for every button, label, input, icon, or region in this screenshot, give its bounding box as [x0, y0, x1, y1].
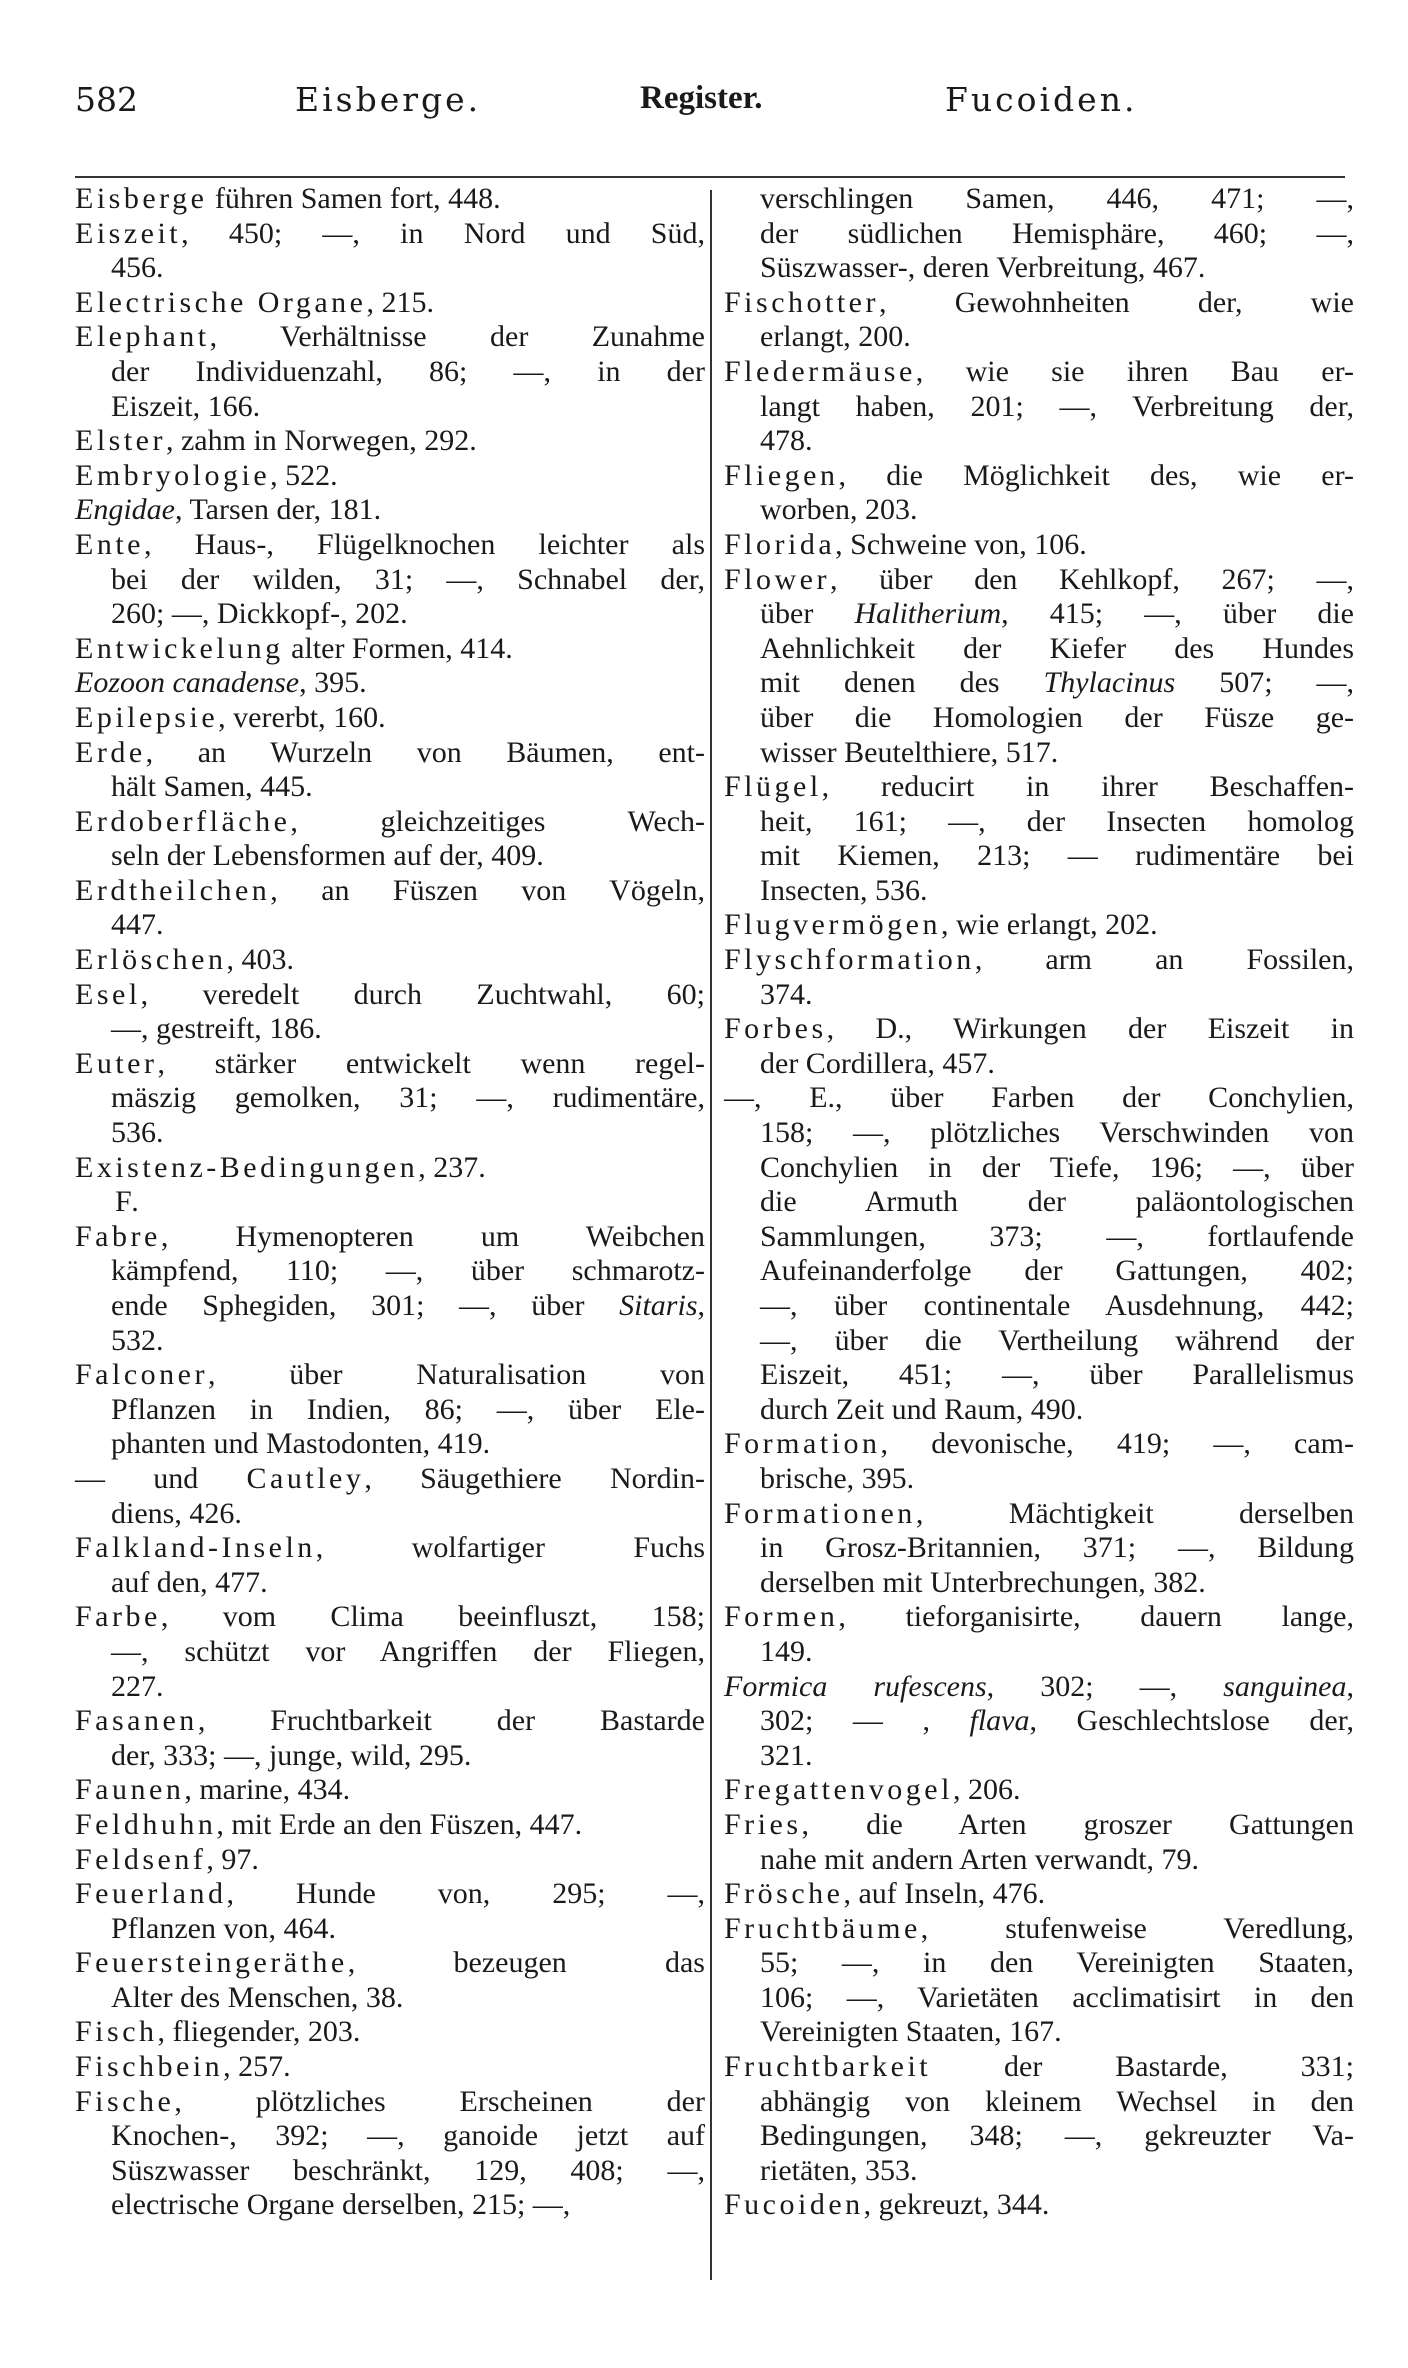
- index-entry: [724, 770, 1354, 908]
- entry-headword: Flyschformation: [724, 943, 975, 977]
- entry-line: Elster, zahm in Norwegen, 292.: [75, 424, 477, 458]
- entry-line: Fabre, Hymenopteren um Weibchen: [75, 1219, 705, 1253]
- entry-headword: Frösche: [724, 1877, 844, 1911]
- entry-line: Eiszeit, 450; —, in Nord und Süd,: [75, 216, 705, 250]
- entry-line: 302; — , flava, Geschlechtslose der,: [760, 1704, 1354, 1738]
- index-entry: [724, 1600, 1354, 1669]
- running-head-right: Fucoiden.: [945, 80, 1138, 119]
- entry-headword: Embryologie: [75, 458, 271, 492]
- italic-term: Engidae: [75, 493, 175, 527]
- entry-line: Erdoberfläche, gleichzeitiges Wech-: [75, 804, 705, 838]
- entry-line: Existenz-Bedingungen, 237.: [75, 1150, 486, 1184]
- entry-line: Faunen, marine, 434.: [75, 1773, 351, 1807]
- entry-line: der, 333; —, junge, wild, 295.: [111, 1738, 472, 1772]
- running-head-left: Eisberge.: [295, 80, 482, 119]
- entry-line: 536.: [111, 1116, 164, 1150]
- entry-line: seln der Lebensformen auf der, 409.: [111, 839, 544, 873]
- index-entry: [75, 1220, 705, 1358]
- entry-headword: Esel: [75, 977, 141, 1011]
- entry-line: —, gestreift, 186.: [111, 1012, 322, 1046]
- entry-line: Feuersteingeräthe, bezeugen das: [75, 1946, 705, 1980]
- entry-line: hält Samen, 445.: [111, 770, 313, 804]
- entry-line: Eiszeit, 166.: [111, 389, 261, 423]
- entry-headword: Entwickelung: [75, 631, 284, 665]
- index-entry: [75, 736, 705, 805]
- entry-line: durch Zeit und Raum, 490.: [760, 1392, 1084, 1426]
- italic-term: sanguinea: [1223, 1669, 1347, 1703]
- entry-headword: Fische: [75, 2084, 175, 2118]
- entry-line: Alter des Menschen, 38.: [111, 1980, 404, 2014]
- entry-line: Fregattenvogel, 206.: [724, 1773, 1021, 1807]
- index-entry: [75, 1358, 705, 1462]
- index-entry: [724, 355, 1354, 459]
- index-entry: [75, 666, 705, 701]
- entry-line: —, schützt vor Angriffen der Fliegen,: [111, 1634, 705, 1668]
- entry-line: Eiszeit, 451; —, über Parallelismus: [760, 1358, 1354, 1392]
- entry-line: der Individuenzahl, 86; —, in der: [111, 354, 705, 388]
- entry-headword: Fisch: [75, 2015, 158, 2049]
- entry-line: 532.: [111, 1323, 164, 1357]
- index-entry: [724, 1012, 1354, 1081]
- entry-line: 106; —, Varietäten acclimatisirt in den: [760, 1980, 1354, 2014]
- entry-line: Insecten, 536.: [760, 873, 928, 907]
- entry-line: erlangt, 200.: [760, 320, 911, 354]
- page-header: [75, 80, 1345, 130]
- entry-line: phanten und Mastodonten, 419.: [111, 1427, 491, 1461]
- index-entry: [75, 632, 705, 667]
- entry-line: Embryologie, 522.: [75, 458, 338, 492]
- entry-headword: Fischotter: [724, 285, 879, 319]
- entry-line: Flyschformation, arm an Fossilen,: [724, 943, 1354, 977]
- entry-line: mäszig gemolken, 31; —, rudimentäre,: [111, 1081, 705, 1115]
- entry-headword: Euter: [75, 1046, 158, 1080]
- entry-line: bei der wilden, 31; —, Schnabel der,: [111, 562, 705, 596]
- entry-line: Aehnlichkeit der Kiefer des Hundes: [760, 631, 1354, 665]
- entry-line: die Armuth der paläontologischen: [760, 1185, 1354, 1219]
- entry-headword: Forbes: [724, 1012, 827, 1046]
- entry-line: über Halitherium, 415; —, über die: [760, 597, 1354, 631]
- entry-headword: Fasanen: [75, 1704, 198, 1738]
- entry-line: Electrische Organe, 215.: [75, 285, 435, 319]
- entry-headword: Epilepsie: [75, 700, 219, 734]
- entry-line: Eozoon canadense, 395.: [75, 666, 367, 700]
- index-entry: [724, 1497, 1354, 1601]
- entry-line: brische, 395.: [760, 1461, 915, 1495]
- entry-headword: Fregattenvogel: [724, 1773, 953, 1807]
- entry-line: Frösche, auf Inseln, 476.: [724, 1877, 1046, 1911]
- entry-line: Fisch, fliegender, 203.: [75, 2015, 361, 2049]
- italic-term: Sitaris: [619, 1289, 698, 1322]
- italic-term: Formica rufescens: [724, 1669, 987, 1703]
- entry-headword: Formation: [724, 1427, 881, 1461]
- index-entry: [724, 2050, 1354, 2188]
- entry-headword: Cautley: [246, 1461, 365, 1495]
- entry-headword: Feuerland: [75, 1877, 227, 1911]
- entry-line: 260; —, Dickkopf-, 202.: [111, 597, 408, 631]
- index-entry: [75, 1946, 705, 2015]
- entry-line: Euter, stärker entwickelt wenn regel-: [75, 1046, 705, 1080]
- entry-headword: Falconer: [75, 1358, 208, 1392]
- entry-headword: Feldhuhn: [75, 1807, 217, 1841]
- entry-headword: Fruchtbarkeit: [724, 2050, 932, 2084]
- index-entry: [75, 493, 705, 528]
- entry-headword: Florida: [724, 527, 836, 561]
- entry-line: Vereinigten Staaten, 167.: [760, 2015, 1062, 2049]
- entry-line: Fischbein, 257.: [75, 2050, 291, 2084]
- entry-headword: Existenz-Bedingungen: [75, 1150, 419, 1184]
- entry-headword: Elster: [75, 424, 166, 458]
- entry-headword: Falkland-Inseln: [75, 1531, 316, 1565]
- entry-line: Entwickelung alter Formen, 414.: [75, 631, 513, 665]
- entry-line: langt haben, 201; —, Verbreitung der,: [760, 389, 1354, 423]
- left-column: [75, 182, 705, 2223]
- entry-line: — und Cautley, Säugethiere Nordin-: [75, 1461, 705, 1495]
- index-entry: [75, 2015, 705, 2050]
- entry-line: Florida, Schweine von, 106.: [724, 527, 1087, 561]
- index-entry: [75, 1843, 705, 1878]
- entry-line: Fries, die Arten groszer Gattungen: [724, 1807, 1354, 1841]
- entry-headword: Erde: [75, 735, 146, 769]
- index-entry: [75, 1808, 705, 1843]
- entry-line: Fruchtbarkeit der Bastarde, 331;: [724, 2050, 1354, 2084]
- index-entry: [724, 908, 1354, 943]
- entry-line: —, E., über Farben der Conchylien,: [724, 1081, 1354, 1115]
- entry-line: rietäten, 353.: [760, 2153, 918, 2187]
- entry-line: auf den, 477.: [111, 1565, 268, 1599]
- index-entry: [724, 1081, 1354, 1427]
- entry-line: 227.: [111, 1669, 164, 1703]
- italic-term: Thylacinus: [1043, 666, 1176, 700]
- entry-line: Feuerland, Hunde von, 295; —,: [75, 1877, 705, 1911]
- entry-line: Pflanzen von, 464.: [111, 1911, 336, 1945]
- entry-headword: Fucoiden: [724, 2188, 864, 2222]
- index-entry: [724, 1773, 1354, 1808]
- entry-line: Fischotter, Gewohnheiten der, wie: [724, 285, 1354, 319]
- entry-line: der südlichen Hemisphäre, 460; —,: [760, 216, 1354, 250]
- running-head-center: Register.: [640, 80, 763, 116]
- entry-headword: Feldsenf: [75, 1842, 207, 1876]
- entry-headword: Faunen: [75, 1773, 185, 1807]
- entry-line: Fliegen, die Möglichkeit des, wie er-: [724, 458, 1354, 492]
- entry-line: Fledermäuse, wie sie ihren Bau er-: [724, 354, 1354, 388]
- entry-line: heit, 161; —, der Insecten homolog: [760, 804, 1354, 838]
- entry-line: derselben mit Unterbrechungen, 382.: [760, 1565, 1206, 1599]
- entry-line: Fucoiden, gekreuzt, 344.: [724, 2188, 1050, 2222]
- index-entry: [75, 1151, 705, 1186]
- entry-headword: Fruchtbäume: [724, 1911, 921, 1945]
- index-entry: [724, 528, 1354, 563]
- index-entry: [75, 1600, 705, 1704]
- entry-line: Erde, an Wurzeln von Bäumen, ent-: [75, 735, 705, 769]
- entry-headword: Ente: [75, 527, 144, 561]
- entry-line: Feldsenf, 97.: [75, 1842, 259, 1876]
- entry-headword: Eisberge: [75, 182, 208, 215]
- entry-line: Ente, Haus-, Flügelknochen leichter als: [75, 527, 705, 561]
- entry-headword: Eiszeit: [75, 216, 182, 250]
- index-entry: [75, 424, 705, 459]
- index-entry: [75, 805, 705, 874]
- entry-line: Fasanen, Fruchtbarkeit der Bastarde: [75, 1704, 705, 1738]
- index-entry: [75, 1877, 705, 1946]
- index-entry: [724, 459, 1354, 528]
- entry-line: der Cordillera, 457.: [760, 1046, 995, 1080]
- entry-line: Epilepsie, vererbt, 160.: [75, 700, 386, 734]
- index-entry: [75, 459, 705, 494]
- index-entry: [75, 217, 705, 286]
- entry-headword: Erdtheilchen: [75, 873, 271, 907]
- index-entry: [75, 286, 705, 321]
- entry-line: —, über die Vertheilung während der: [760, 1323, 1354, 1357]
- index-entry: [75, 943, 705, 978]
- entry-line: Elephant, Verhältnisse der Zunahme: [75, 320, 705, 354]
- page-number: 582: [75, 80, 138, 119]
- entry-line: mit denen des Thylacinus 507; —,: [760, 666, 1354, 700]
- entry-line: Süszwasser-, deren Verbreitung, 467.: [760, 251, 1206, 285]
- index-entry: [75, 1704, 705, 1773]
- entry-line: kämpfend, 110; —, über schmarotz-: [111, 1254, 705, 1288]
- entry-line: Formica rufescens, 302; —, sanguinea,: [724, 1669, 1354, 1703]
- entry-line: 55; —, in den Vereinigten Staaten,: [760, 1946, 1354, 1980]
- entry-line: 478.: [760, 424, 813, 458]
- entry-headword: Electrische Organe: [75, 285, 367, 319]
- italic-term: Halitherium: [854, 597, 1002, 631]
- entry-line: electrische Organe derselben, 215; —,: [111, 2188, 571, 2222]
- right-column: [724, 182, 1354, 2223]
- entry-line: Forbes, D., Wirkungen der Eiszeit in: [724, 1012, 1354, 1046]
- index-entry: [75, 182, 705, 217]
- entry-line: 374.: [760, 977, 813, 1011]
- entry-line: Farbe, vom Clima beeinfluszt, 158;: [75, 1600, 705, 1634]
- index-entry: [724, 1427, 1354, 1496]
- entry-line: Bedingungen, 348; —, gekreuzter Va-: [760, 2119, 1354, 2153]
- entry-headword: Erlöschen: [75, 943, 227, 977]
- entry-headword: Feuersteingeräthe: [75, 1946, 348, 1980]
- entry-line: 158; —, plötzliches Verschwinden von: [760, 1116, 1354, 1150]
- entry-line: Falconer, über Naturalisation von: [75, 1358, 705, 1392]
- italic-term: flava: [969, 1704, 1030, 1738]
- entry-line: Falkland-Inseln, wolfartiger Fuchs: [75, 1531, 705, 1565]
- entry-line: Erdtheilchen, an Füszen von Vögeln,: [75, 873, 705, 907]
- entry-headword: Fries: [724, 1807, 802, 1841]
- entry-line: 321.: [760, 1738, 813, 1772]
- index-entry: [75, 874, 705, 943]
- index-entry: [724, 1912, 1354, 2050]
- entry-line: Flower, über den Kehlkopf, 267; —,: [724, 562, 1354, 596]
- entry-headword: Flugvermögen: [724, 908, 941, 942]
- entry-line: Feldhuhn, mit Erde an den Füszen, 447.: [75, 1807, 583, 1841]
- index-entry: [724, 563, 1354, 771]
- index-entry: [75, 1462, 705, 1531]
- entry-line: Flugvermögen, wie erlangt, 202.: [724, 908, 1158, 942]
- entry-line: Esel, veredelt durch Zuchtwahl, 60;: [75, 977, 705, 1011]
- index-entry: [724, 1808, 1354, 1877]
- entry-line: Formation, devonische, 419; —, cam-: [724, 1427, 1354, 1461]
- entry-line: abhängig von kleinem Wechsel in den: [760, 2084, 1354, 2118]
- index-entry: [75, 701, 705, 736]
- entry-headword: Fischbein: [75, 2050, 224, 2084]
- entry-line: 149.: [760, 1634, 813, 1668]
- entry-headword: Formationen: [724, 1496, 916, 1530]
- entry-line: wisser Beutelthiere, 517.: [760, 735, 1059, 769]
- entry-line: Pflanzen in Indien, 86; —, über Ele-: [111, 1392, 705, 1426]
- index-entry: [75, 320, 705, 424]
- entry-line: Formen, tieforganisirte, dauern lange,: [724, 1600, 1354, 1634]
- entry-line: 456.: [111, 251, 164, 285]
- entry-line: Süszwasser beschränkt, 129, 408; —,: [111, 2153, 705, 2187]
- entry-headword: Farbe: [75, 1600, 161, 1634]
- entry-line: über die Homologien der Füsze ge-: [760, 700, 1354, 734]
- entry-line: Sammlungen, 373; —, fortlaufende: [760, 1219, 1354, 1253]
- entry-line: Flügel, reducirt in ihrer Beschaffen-: [724, 770, 1354, 804]
- entry-headword: Fliegen: [724, 458, 839, 492]
- entry-line: Erlöschen, 403.: [75, 943, 294, 977]
- entry-line: Fruchtbäume, stufenweise Veredlung,: [724, 1911, 1354, 1945]
- entry-line: nahe mit andern Arten verwandt, 79.: [760, 1842, 1200, 1876]
- entry-line: Fische, plötzliches Erscheinen der: [75, 2084, 705, 2118]
- section-letter: F.: [115, 1185, 141, 1219]
- index-entry: [724, 182, 1354, 286]
- index-entry: [724, 1670, 1354, 1774]
- entry-line: Knochen-, 392; —, ganoide jetzt auf: [111, 2119, 705, 2153]
- entry-line: Aufeinanderfolge der Gattungen, 402;: [760, 1254, 1354, 1288]
- entry-headword: Flügel: [724, 770, 822, 804]
- index-entry: [75, 1773, 705, 1808]
- index-entry: [724, 2188, 1354, 2223]
- index-entry: [724, 286, 1354, 355]
- italic-term: Eozoon canadense: [75, 666, 300, 700]
- index-entry: [75, 2085, 705, 2223]
- entry-line: diens, 426.: [111, 1496, 242, 1530]
- index-entry: [75, 1047, 705, 1151]
- entry-line: mit Kiemen, 213; — rudimentäre bei: [760, 839, 1354, 873]
- column-divider: [710, 190, 712, 2280]
- entry-line: verschlingen Samen, 446, 471; —,: [760, 182, 1354, 215]
- index-entry: [75, 2050, 705, 2085]
- index-entry: [75, 978, 705, 1047]
- entry-headword: Formen: [724, 1600, 839, 1634]
- entry-line: Conchylien in der Tiefe, 196; —, über: [760, 1150, 1354, 1184]
- entry-headword: Fledermäuse: [724, 354, 916, 388]
- entry-line: —, über continentale Ausdehnung, 442;: [760, 1289, 1354, 1322]
- header-rule: [75, 176, 1345, 178]
- entry-line: Eisberge führen Samen fort, 448.: [75, 182, 501, 215]
- entry-line: in Grosz-Britannien, 371; —, Bildung: [760, 1531, 1354, 1565]
- index-entry: [724, 943, 1354, 1012]
- entry-line: ende Sphegiden, 301; —, über Sitaris,: [111, 1289, 705, 1322]
- entry-line: 447.: [111, 908, 164, 942]
- index-entry: [75, 528, 705, 632]
- index-entry: [724, 1877, 1354, 1912]
- index-entry: [75, 1531, 705, 1600]
- entry-headword: Fabre: [75, 1219, 161, 1253]
- entry-line: Formationen, Mächtigkeit derselben: [724, 1496, 1354, 1530]
- entry-line: worben, 203.: [760, 493, 918, 527]
- entry-headword: Flower: [724, 562, 830, 596]
- entry-headword: Erdoberfläche: [75, 804, 291, 838]
- entry-line: Engidae, Tarsen der, 181.: [75, 493, 382, 527]
- entry-headword: Elephant: [75, 320, 210, 354]
